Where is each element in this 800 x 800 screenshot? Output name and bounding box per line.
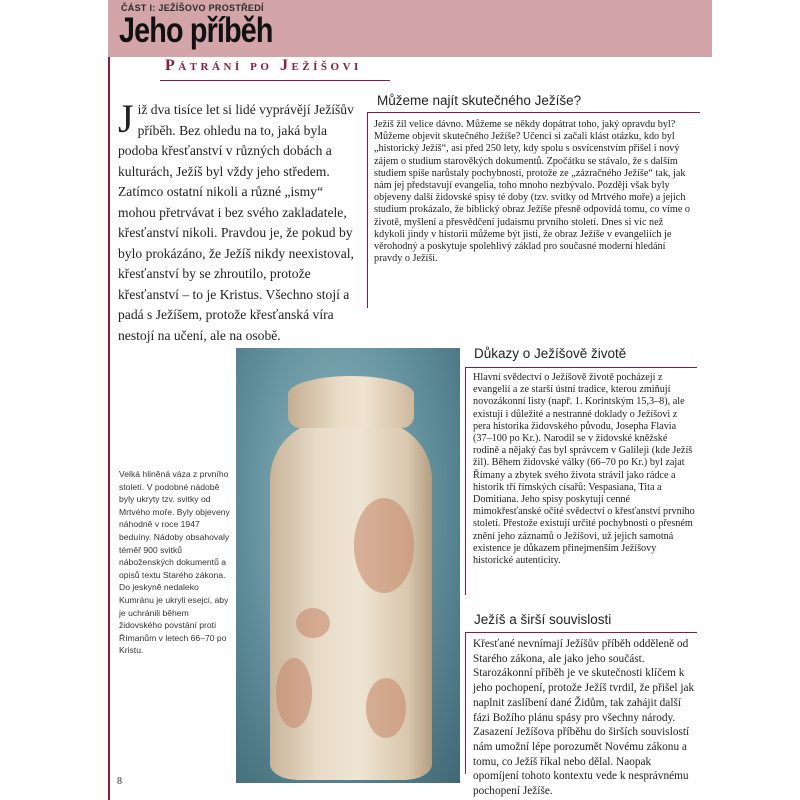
subtitle-rule <box>160 80 390 81</box>
box2-heading: Důkazy o Ježíšově životě <box>474 346 627 361</box>
left-margin-rule <box>108 57 110 800</box>
page-number: 8 <box>117 776 122 787</box>
intro-text: iž dva tisíce let si lidé vyprávějí Ježíšův příběh. Bez ohledu na to, jaká byla podoba křesťanství v různých dobách a kulturách, Ježíš byl vždy jeho středem. Zatímco ostatní nikoli a různé „ismy“ mohou přetrvávat i bez svého zakladatele, křesťanství nikoli. Pravdou je, že pokud by bylo prokázáno, že Ježíš nikdy neexistoval, křesťanství by se zhroutilo, protože křesťanství – to je Kristus. Všechno stojí a padá s Ježíšem, protože křesťanská víra nestojí na učení, ale na osobě. <box>118 102 354 343</box>
intro-paragraph <box>118 96 358 346</box>
box3-left-rule <box>465 632 466 774</box>
header-margin <box>712 0 800 57</box>
box2-top-rule <box>465 367 697 368</box>
jar-lid <box>288 376 414 428</box>
jar-stain <box>276 658 312 728</box>
photo-caption: Velká hliněná váza z prvního století. V podobné nádobě byly ukryty tzv. svitky od Mrtvého moře. Byly objeveny náhodně v roce 1947 beduíny. Nádoby obsahovaly téměř 900 svitků náboženských dokumentů a opisů textu Starého zákona. Do jeskyně nedaleko Kumránu je ukryli esejci, aby je uchránili během židovského povstání proti Římanům v letech 66–70 po Kristu. <box>119 469 230 656</box>
box1-text: Ježíš žil velice dávno. Můžeme se někdy dopátrat toho, jaký opravdu byl? Můžeme objevit skutečného Ježíše? Učenci si začali klást otázku, kdo byl „historický Ježíš“, asi před 250 lety, kdy spolu s osvícenstvím přišel i nový zájem o studium starověkých dokumentů. Zpočátku se stávalo, že s dalším studiem spíše narůstaly pochybnosti, protože ze „zázračného Ježíše“ tak, jak nám jej představují evangelia, toho mnoho nezbývalo. Později však byly objeveny další židovské spisy té doby (tzv. svitky od Mrtvého moře) a jejich studium prokázalo, že biblický obraz Ježíše přesně odpovídá tomu, co víme o životě, myšlení a přesvědčení judaismu prvního století. Dnes si víc než kdykoli jindy v historii můžeme být jisti, že obraz Ježíše v evangeliích je věrohodný a poskytuje spolehlivý základ pro současné moderní hledání pravdy o Ježíši. <box>374 119 691 265</box>
box3-top-rule <box>465 632 697 633</box>
page-title: Jeho příběh <box>119 11 273 50</box>
page-subtitle: Pátrání po Ježíšovi <box>165 57 362 74</box>
clay-jar-photo <box>236 348 460 783</box>
box1-top-rule <box>367 112 700 113</box>
jar-stain <box>366 678 406 738</box>
box3-text: Křesťané nevnímají Ježíšův příběh odděleně od Starého zákona, ale jako jeho součást. Starozákonní příběh je ve skutečnosti klíčem k jeho pochopení, protože Ježíš tvrdil, že přišel jak naplnit zaslíbení dané Židům, tak zahájit další fázi Božího plánu spásy pro všechny národy. Zasazení Ježíšova příběhu do širších souvislostí nám umožní lépe porozumět Novému zákonu a tomu, co Ježíš říkal nebo dělal. Naopak opomíjení tohoto kontextu vede k nesprávnému pochopení Ježíše. <box>473 638 695 798</box>
jar-stain <box>354 498 414 593</box>
box1-heading: Můžeme najít skutečného Ježíše? <box>377 93 582 108</box>
box2-left-rule <box>465 367 466 595</box>
box1-left-rule <box>367 112 368 308</box>
drop-cap: J <box>118 96 134 141</box>
section-label: ČÁST I: JEŽÍŠOVO PROSTŘEDÍ <box>121 3 264 13</box>
box2-text: Hlavní svědectví o Ježíšově životě pocházejí z evangelií a ze starší ústní tradice, kterou zmiňují novozákonní listy (např. 1. Korintským 15,3–8), ale existují i důležité a nestranné doklady o Ježíšovi z pera historika židovského původu, Josepha Flavia (37–100 po Kr.). Narodil se v židovské kněžské rodině a nějaký čas byl správcem v Galileji (kde Ježíš žil). Během židovské války (66–70 po Kr.) byl zajat Římany a zbytek svého života strávil jako rádce a historik tří římských císařů: Vespasiana, Tita a Domitiana. Jeho spisy poskytují cenné mimokřesťanské očité svědectví o křesťanství prvního století. Přestože existují určité pochybnosti o přesném znění jeho záznamů o Ježíšovi, už jejich samotná existence je důkazem přinejmenším Ježíšovy historické autenticity. <box>473 372 695 567</box>
box3-heading: Ježíš a širší souvislosti <box>474 612 612 627</box>
jar-stain <box>296 608 330 638</box>
